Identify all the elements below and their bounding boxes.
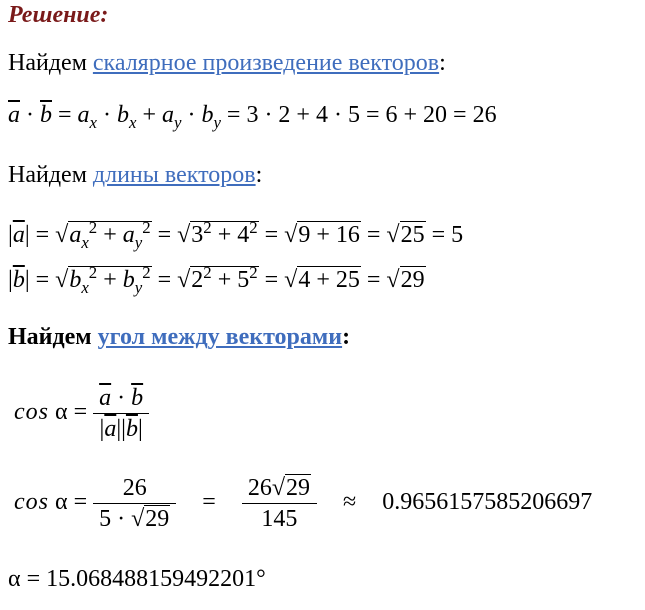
- plus-op: +: [211, 222, 238, 249]
- cos-formula: [14, 372, 149, 452]
- den-prefix: 5 · √: [99, 505, 145, 532]
- dot-op: ·: [26, 102, 34, 128]
- cos-fraction-2: [242, 473, 317, 534]
- approx-symbol: ≈: [343, 489, 357, 515]
- dot-op: ·: [103, 102, 111, 128]
- eq: =: [73, 399, 88, 425]
- radicand: 9 + 16: [298, 222, 360, 249]
- vector-b: $\overline{b}$: [125, 415, 138, 442]
- eq-sqrt: = √: [157, 222, 191, 249]
- abs-bar: |: [99, 415, 105, 442]
- dot-product-formula: [8, 100, 497, 138]
- by: b: [201, 102, 214, 128]
- radicand: 29: [400, 267, 425, 294]
- eq-sqrt: = √: [366, 222, 400, 249]
- fraction-denominator: 145: [261, 505, 298, 532]
- cos-fraction: [93, 383, 149, 444]
- ax: a: [69, 222, 82, 249]
- cos-label: cos: [14, 399, 49, 425]
- ay: a: [162, 102, 174, 128]
- base: 5: [237, 267, 250, 294]
- plus-op: +: [97, 222, 123, 249]
- sub-y: y: [174, 112, 182, 132]
- sup-2: 2: [203, 263, 212, 282]
- fraction-numerator: 26: [93, 473, 176, 504]
- bx: b: [69, 267, 82, 294]
- cos-label: cos: [14, 489, 49, 515]
- plus-op: +: [142, 102, 156, 128]
- base: 4: [237, 222, 250, 249]
- vector-b: $\overline{b}$: [12, 267, 25, 294]
- link-dot-product[interactable]: скалярное произведение векторов: [92, 50, 440, 76]
- sup-2: 2: [88, 218, 98, 237]
- dot-op: ·: [187, 102, 196, 128]
- length-a-result: = 5: [431, 222, 464, 249]
- sup-2: 2: [142, 218, 151, 237]
- sub-x: x: [81, 278, 89, 298]
- radicand: [190, 218, 258, 249]
- sub-x: x: [81, 233, 89, 253]
- alpha-result: α = 15.068488159492201°: [8, 566, 266, 592]
- intro-prefix: Найдем: [8, 162, 93, 188]
- sub-y: y: [134, 233, 143, 253]
- intro-suffix: :: [439, 50, 446, 76]
- intro-dot-product: [8, 48, 446, 78]
- ay: a: [122, 222, 135, 249]
- abs-bar: |: [24, 222, 30, 249]
- intro-prefix: Найдем: [8, 324, 98, 350]
- radicand: 29: [145, 505, 170, 532]
- alpha-symbol: α: [55, 489, 68, 515]
- vector-a: $\overline{a}$: [104, 415, 117, 442]
- radicand: 29: [286, 474, 311, 501]
- link-vector-lengths[interactable]: длины векторов: [92, 162, 256, 188]
- abs-bar: |: [137, 415, 143, 442]
- sup-2: 2: [88, 263, 98, 282]
- eq-sqrt: = √: [264, 267, 298, 294]
- alpha-symbol: α: [55, 399, 68, 425]
- link-angle-between-vectors[interactable]: угол между векторами: [97, 324, 343, 350]
- num-prefix: 26√: [247, 474, 286, 501]
- eq: =: [58, 102, 72, 128]
- eq-sqrt: = √: [35, 222, 69, 249]
- vector-a: $\overline{a}$: [8, 102, 20, 128]
- cos-numerator: [93, 383, 149, 414]
- radicand: 4 + 25: [298, 267, 360, 294]
- eq-sqrt: = √: [35, 267, 69, 294]
- length-a-formula: [8, 213, 463, 258]
- radicand: 25: [400, 222, 425, 249]
- plus-op: +: [211, 267, 238, 294]
- base: 2: [191, 267, 204, 294]
- sub-y: y: [213, 112, 221, 132]
- abs-bar: |: [116, 415, 122, 442]
- ax: a: [77, 102, 90, 128]
- fraction-denominator: [93, 504, 176, 534]
- length-b-formula: [8, 258, 426, 303]
- solution-heading: Решение:: [8, 2, 109, 28]
- intro-prefix: Найдем: [8, 50, 93, 76]
- abs-bar: |: [24, 267, 30, 294]
- sup-2: 2: [203, 218, 212, 237]
- sub-y: y: [134, 278, 143, 298]
- dot-op: ·: [111, 384, 132, 411]
- eq-sqrt: = √: [366, 267, 400, 294]
- sup-2: 2: [142, 263, 151, 282]
- radicand: [68, 218, 151, 253]
- vector-a: $\overline{a}$: [12, 222, 25, 249]
- vector-a: $\overline{a}$: [99, 384, 112, 411]
- sup-2: 2: [249, 263, 258, 282]
- sup-2: 2: [249, 218, 258, 237]
- intro-lengths: [8, 160, 262, 190]
- vector-b: $\overline{b}$: [40, 102, 52, 128]
- fraction-numerator: [242, 473, 317, 504]
- intro-suffix: :: [255, 162, 263, 188]
- plus-op: +: [97, 267, 123, 294]
- radicand: [190, 263, 258, 294]
- cos-denominator: [93, 414, 149, 444]
- abs-bar: |: [8, 267, 13, 294]
- intro-suffix: :: [342, 324, 351, 350]
- eq: =: [73, 489, 88, 515]
- dot-product-result: = 3 · 2 + 4 · 5 = 6 + 20 = 26: [226, 102, 497, 128]
- abs-bar: |: [8, 222, 13, 249]
- abs-bar: |: [121, 415, 126, 442]
- cos-fraction-1: [93, 473, 176, 534]
- eq-sqrt: = √: [264, 222, 298, 249]
- intro-angle: [8, 322, 350, 352]
- cos-numeric-value: 0.9656157585206697: [382, 489, 593, 515]
- eq: =: [202, 489, 216, 515]
- by: b: [122, 267, 135, 294]
- sub-x: x: [89, 112, 97, 132]
- sub-x: x: [129, 112, 137, 132]
- cos-value-formula: [14, 462, 592, 542]
- eq-sqrt: = √: [157, 267, 191, 294]
- bx: b: [117, 102, 129, 128]
- radicand: [68, 263, 151, 298]
- vector-b: $\overline{b}$: [131, 384, 144, 411]
- base: 3: [191, 222, 204, 249]
